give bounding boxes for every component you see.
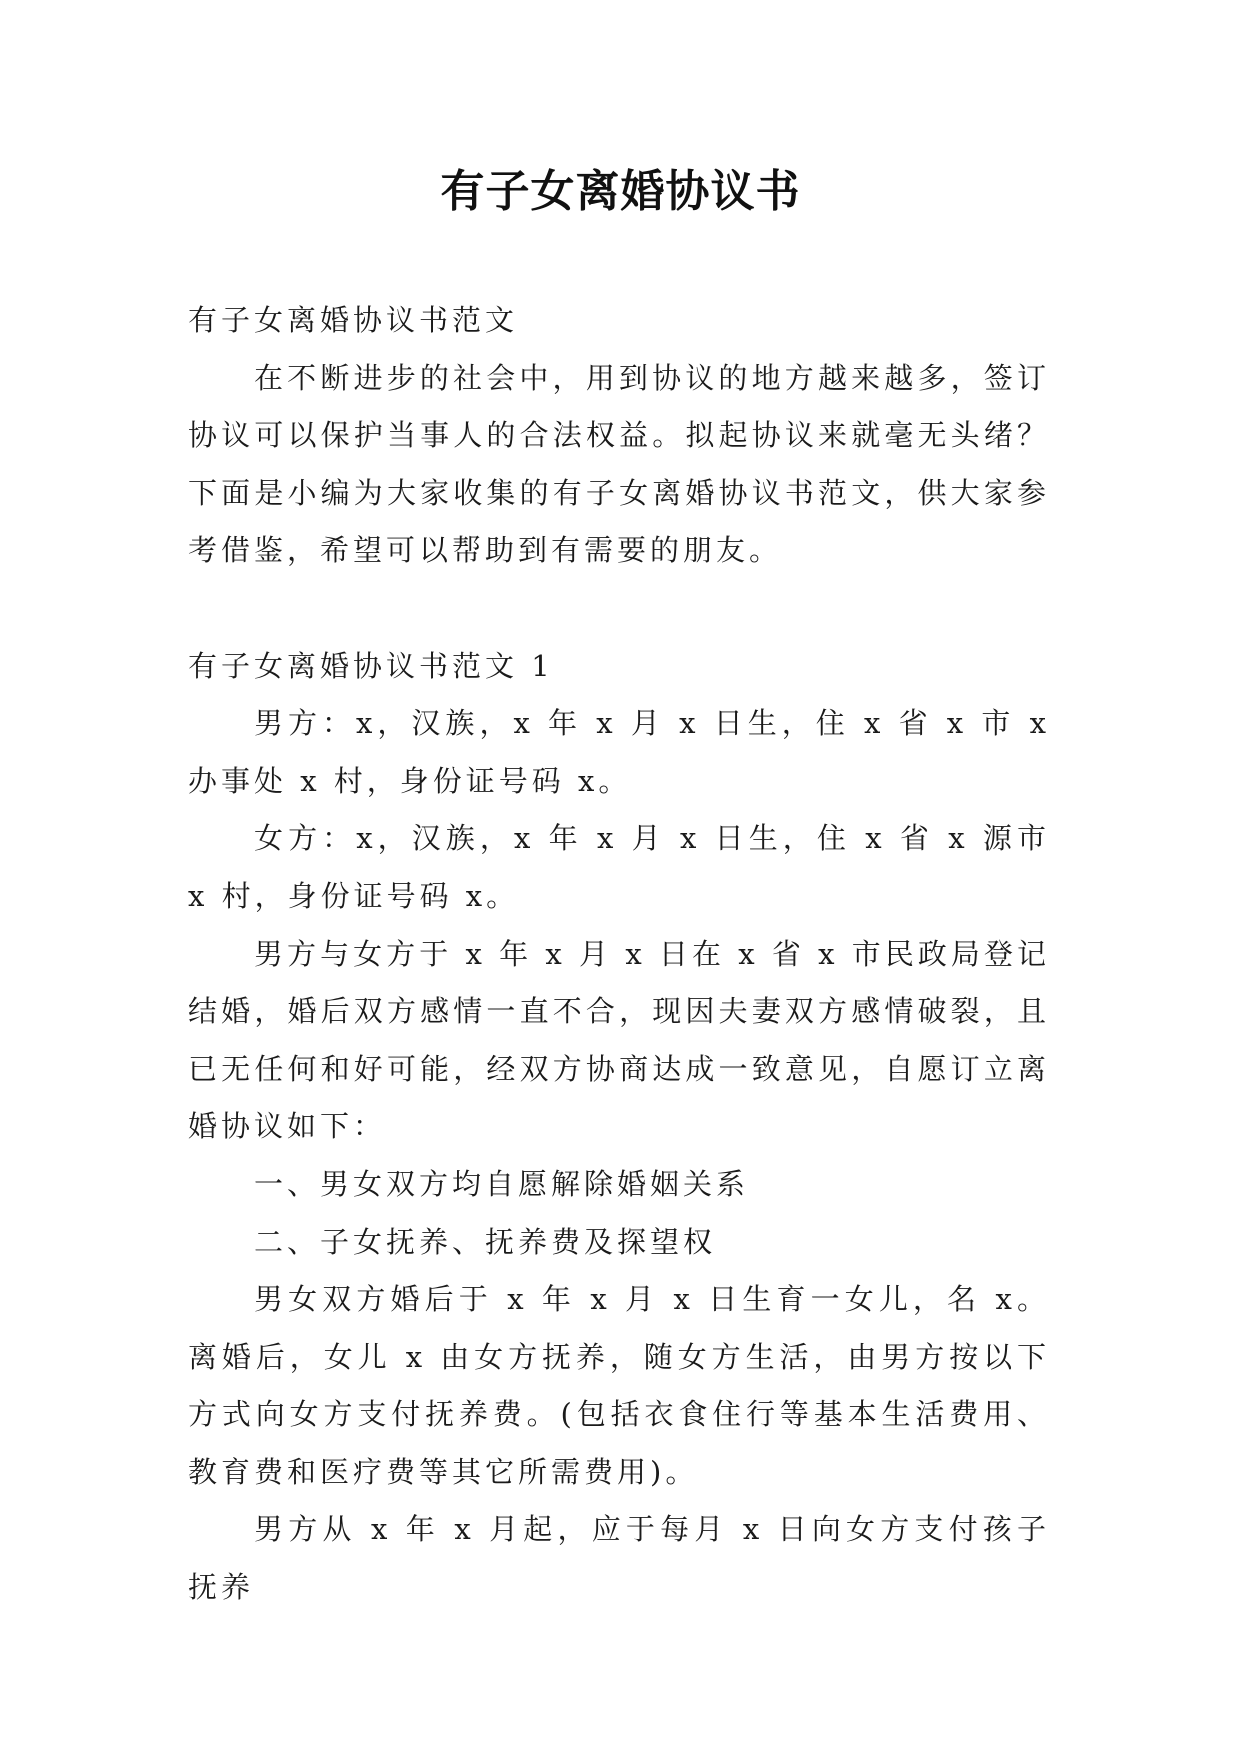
document-subtitle: 有子女离婚协议书范文 xyxy=(188,303,519,337)
clause-two: 二、子女抚养、抚养费及探望权 xyxy=(254,1224,717,1259)
section-heading: 有子女离婚协议书范文 1 xyxy=(188,648,554,683)
paragraph-female-party: 女方：x，汉族，x 年 x 月 x 日生，住 x 省 x 源市 x 村，身份证号码 x。 xyxy=(188,821,1050,913)
clause-one: 一、男女双方均自愿解除婚姻关系 xyxy=(254,1166,750,1201)
document-title: 有子女离婚协议书 xyxy=(440,166,801,217)
paragraph-marriage-info: 男方与女方于 x 年 x 月 x 日在 x 省 x 市民政局登记结婚，婚后双方感情一直不合，现因夫妻双方感情破裂，且已无任何和好可能，经双方协商达成一致意见，自愿订立离婚协议如下： xyxy=(188,936,1050,1144)
paragraph-child-support: 男方从 x 年 x 月起，应于每月 x 日向女方支付孩子抚养 xyxy=(188,1512,1050,1605)
paragraph-spacer xyxy=(188,580,1050,638)
paragraph-male-party: 男方：x，汉族，x 年 x 月 x 日生，住 x 省 x 市 x 办事处 x 村，身份证号码 x。 xyxy=(188,706,1050,798)
paragraph-child-custody: 男女双方婚后于 x 年 x 月 x 日生育一女儿，名 x。离婚后，女儿 x 由女方抚养，随女方生活，由男方按以下方式向女方支付抚养费。(包括衣食住行等基本生活费用、教育费和医疗费等其它所需费用)。 xyxy=(188,1282,1050,1489)
document-body xyxy=(188,292,1050,1617)
intro-paragraph: 在不断进步的社会中，用到协议的地方越来越多，签订协议可以保护当事人的合法权益。拟起协议来就毫无头绪？下面是小编为大家收集的有子女离婚协议书范文，供大家参考借鉴，希望可以帮助到有需要的朋友。 xyxy=(188,360,1050,568)
